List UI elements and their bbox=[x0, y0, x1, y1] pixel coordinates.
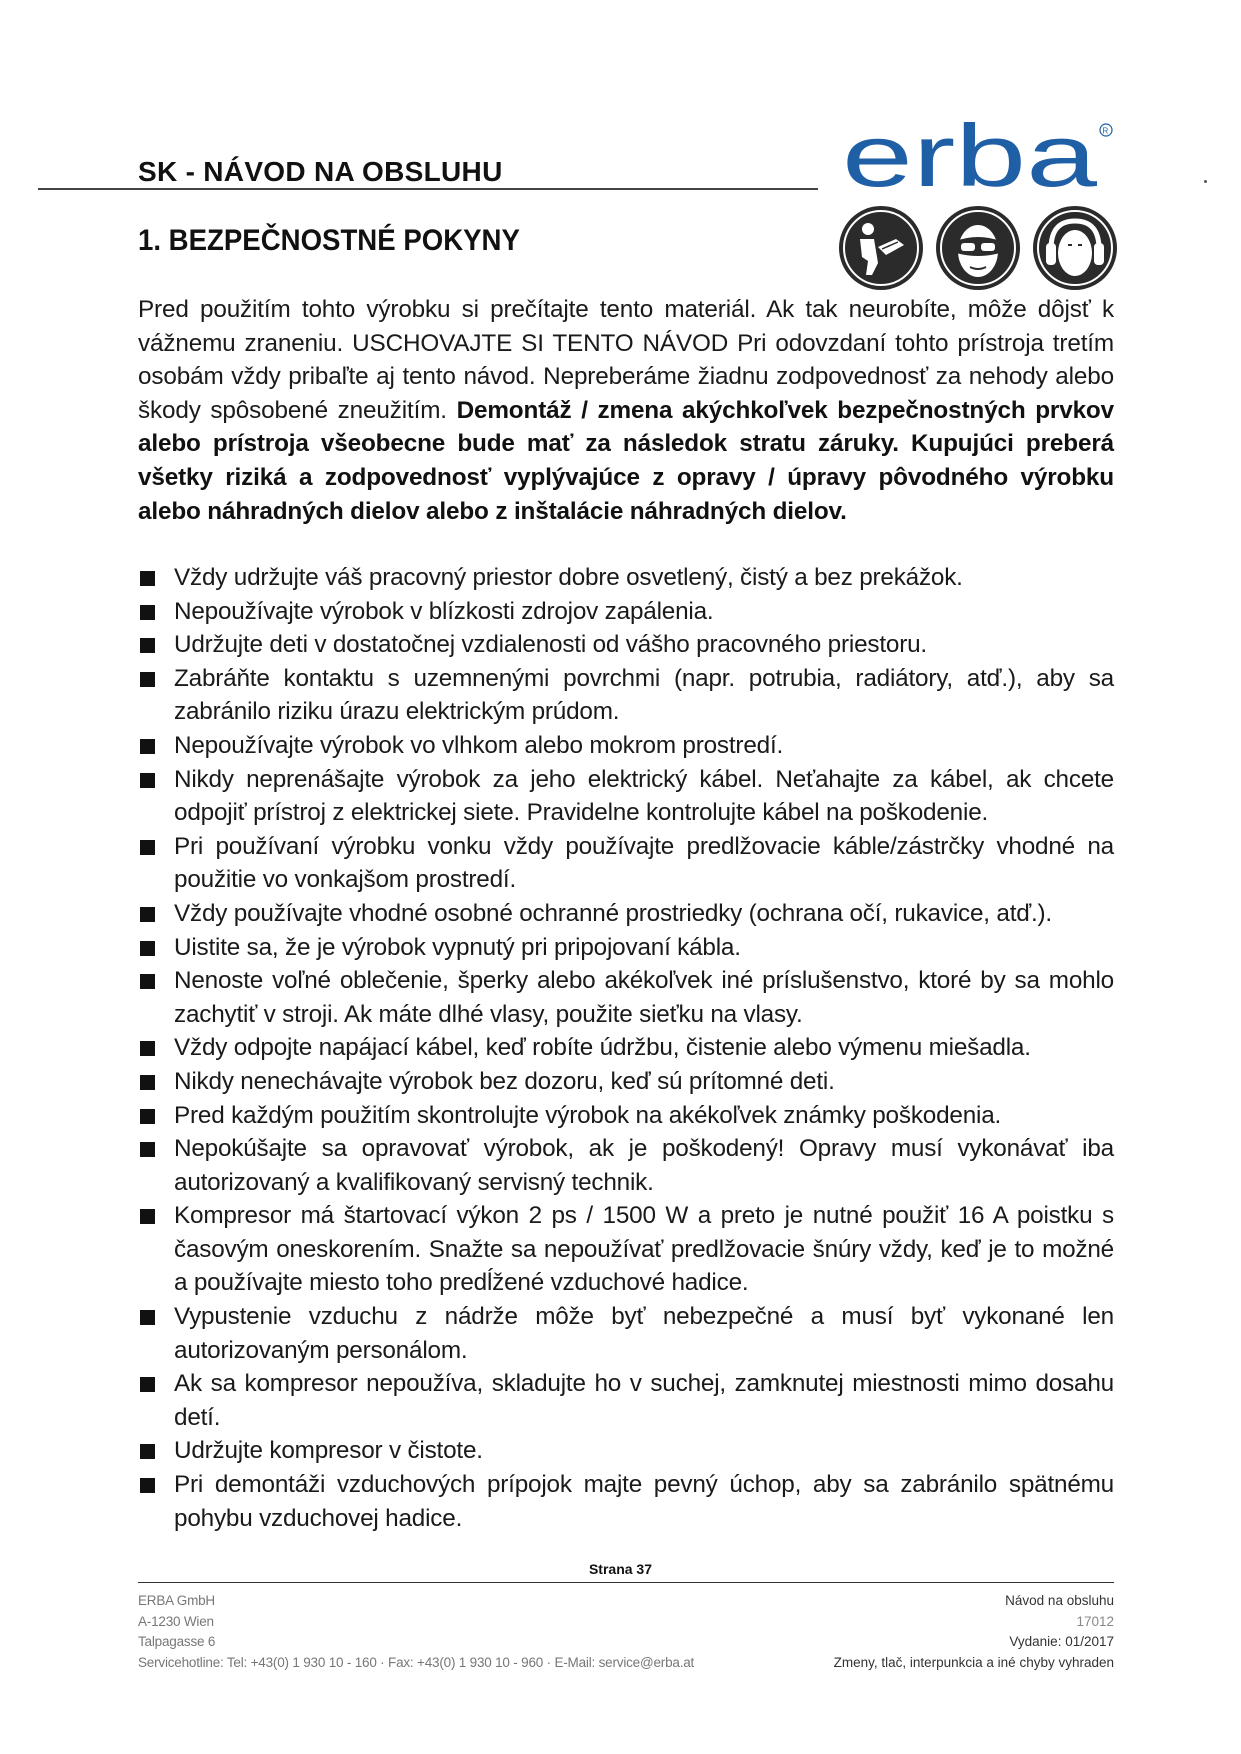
list-item: Vždy používajte vhodné osobné ochranné prostriedky (ochrana očí, rukavice, atď.). bbox=[138, 897, 1114, 931]
list-item: Nenoste voľné oblečenie, šperky alebo akékoľvek iné príslušenstvo, ktoré by sa mohlo zachytiť v stroji. Ak máte dlhé vlasy, použite sieťku na vlasy. bbox=[138, 964, 1114, 1031]
disclaimer: Zmeny, tlač, interpunkcia a iné chyby vyhraden bbox=[833, 1654, 1114, 1670]
page-number: Strana 37 bbox=[588, 1561, 653, 1577]
footer-divider bbox=[138, 1582, 1114, 1583]
doc-type: Návod na obsluhu bbox=[1005, 1593, 1114, 1608]
bullet-square-icon bbox=[140, 840, 155, 855]
list-item: Nepoužívajte výrobok v blízkosti zdrojov zapálenia. bbox=[138, 595, 1114, 629]
svg-text:R: R bbox=[1102, 126, 1109, 136]
read-manual-icon bbox=[839, 206, 923, 290]
list-item: Vždy odpojte napájací kábel, keď robíte údržbu, čistenie alebo výmenu miešadla. bbox=[138, 1031, 1114, 1065]
safety-goggles-icon bbox=[936, 206, 1020, 290]
intro-bold-text: Demontáž / zmena akýchkoľvek bezpečnostných prvkov alebo prístroja všeobecne bude mať za následok stratu záruky. Kupujúci preberá všetky riziká a zodpovednosť vyplývajúce z opravy / úpravy pôvodného výrobku alebo náhradných dielov alebo z inštalácie náhradných dielov. bbox=[138, 396, 1114, 525]
logo-text: erba bbox=[842, 118, 1098, 198]
list-item: Uistite sa, že je výrobok vypnutý pri pripojovaní kábla. bbox=[138, 931, 1114, 965]
safety-rules-list bbox=[138, 561, 1114, 1535]
edition: Vydanie: 01/2017 bbox=[1009, 1634, 1114, 1649]
list-item: Vždy udržujte váš pracovný priestor dobre osvetlený, čistý a bez prekážok. bbox=[138, 561, 1114, 595]
list-item: Nikdy nenechávajte výrobok bez dozoru, keď sú prítomné deti. bbox=[138, 1065, 1114, 1099]
bullet-square-icon bbox=[140, 907, 155, 922]
bullet-square-icon bbox=[140, 1209, 155, 1224]
bullet-square-icon bbox=[140, 1377, 155, 1392]
bullet-square-icon bbox=[140, 1109, 155, 1124]
list-item: Pred každým použitím skontrolujte výrobok na akékoľvek známky poškodenia. bbox=[138, 1099, 1114, 1133]
bullet-square-icon bbox=[140, 1444, 155, 1459]
list-item: Udržujte kompresor v čistote. bbox=[138, 1434, 1114, 1468]
bullet-square-icon bbox=[140, 1478, 155, 1493]
document-info bbox=[834, 1591, 1114, 1673]
intro-paragraph bbox=[138, 293, 1114, 528]
list-item: Udržujte deti v dostatočnej vzdialenosti od vášho pracovného priestoru. bbox=[138, 628, 1114, 662]
list-item: Nikdy neprenášajte výrobok za jeho elektrický kábel. Neťahajte za kábel, ak chcete odpojiť prístroj z elektrickej siete. Pravidelne kontrolujte kábel na poškodenie. bbox=[138, 763, 1114, 830]
bullet-square-icon bbox=[140, 1041, 155, 1056]
ear-protection-icon bbox=[1033, 206, 1117, 290]
list-item: Pri demontáži vzduchových prípojok majte pevný úchop, aby sa zabránilo spätnému pohybu vzduchovej hadice. bbox=[138, 1468, 1114, 1535]
bullet-square-icon bbox=[140, 941, 155, 956]
document-title: SK - NÁVOD NA OBSLUHU bbox=[138, 156, 503, 187]
bullet-square-icon bbox=[140, 1075, 155, 1090]
list-item: Kompresor má štartovací výkon 2 ps / 1500 W a preto je nutné použiť 16 A poistku s časovým oneskorením. Snažte sa nepoužívať predlžovacie šnúry vždy, keď je to možné a používajte miesto toho predĺžené vzduchové hadice. bbox=[138, 1199, 1114, 1300]
bullet-square-icon bbox=[140, 1142, 155, 1157]
intro-normal-text: Pred použitím tohto výrobku si prečítajte tento materiál. Ak tak neurobíte, môže dôjsť k vážnemu zraneniu. USCHOVAJTE SI TENTO NÁVOD Pri odovzdaní tohto prístroja tretím osobám vždy pribaľte aj tento návod. Nepreberáme žiadnu zodpovednosť za nehody alebo škody spôsobené zneužitím. bbox=[138, 296, 1114, 424]
erba-logo bbox=[840, 118, 1120, 198]
list-item: Zabráňte kontaktu s uzemnenými povrchmi (napr. potrubia, radiátory, atď.), aby sa zabránilo riziku úrazu elektrickým prúdom. bbox=[138, 662, 1114, 729]
bullet-square-icon bbox=[140, 638, 155, 653]
list-item: Nepoužívajte výrobok vo vlhkom alebo mokrom prostredí. bbox=[138, 729, 1114, 763]
list-item: Nepokúšajte sa opravovať výrobok, ak je poškodený! Opravy musí vykonávať iba autorizovaný a kvalifikovaný servisný technik. bbox=[138, 1132, 1114, 1199]
list-item: Pri používaní výrobku vonku vždy používajte predlžovacie káble/zástrčky vhodné na použitie vo vonkajšom prostredí. bbox=[138, 830, 1114, 897]
company-city: A-1230 Wien bbox=[138, 1613, 214, 1629]
company-contact: Servicehotline: Tel: +43(0) 1 930 10 - 160 · Fax: +43(0) 1 930 10 - 960 · E-Mail: service@erba.at bbox=[138, 1654, 695, 1670]
header-divider bbox=[38, 188, 818, 190]
bullet-square-icon bbox=[140, 739, 155, 754]
section-title: 1. BEZPEČNOSTNÉ POKYNY bbox=[138, 224, 520, 257]
bullet-square-icon bbox=[140, 974, 155, 989]
company-name: ERBA GmbH bbox=[138, 1593, 215, 1608]
safety-icons bbox=[838, 205, 1118, 291]
margin-dot bbox=[1204, 180, 1207, 183]
bullet-square-icon bbox=[140, 773, 155, 788]
list-item: Vypustenie vzduchu z nádrže môže byť nebezpečné a musí byť vykonané len autorizovaným personálom. bbox=[138, 1300, 1114, 1367]
bullet-square-icon bbox=[140, 1310, 155, 1325]
bullet-square-icon bbox=[140, 672, 155, 687]
company-address bbox=[138, 1591, 694, 1673]
list-item: Ak sa kompresor nepoužíva, skladujte ho v suchej, zamknutej miestnosti mimo dosahu detí. bbox=[138, 1367, 1114, 1434]
bullet-square-icon bbox=[140, 571, 155, 586]
company-street: Talpagasse 6 bbox=[138, 1634, 216, 1649]
model-number: 17012 bbox=[1076, 1613, 1114, 1629]
bullet-square-icon bbox=[140, 605, 155, 620]
